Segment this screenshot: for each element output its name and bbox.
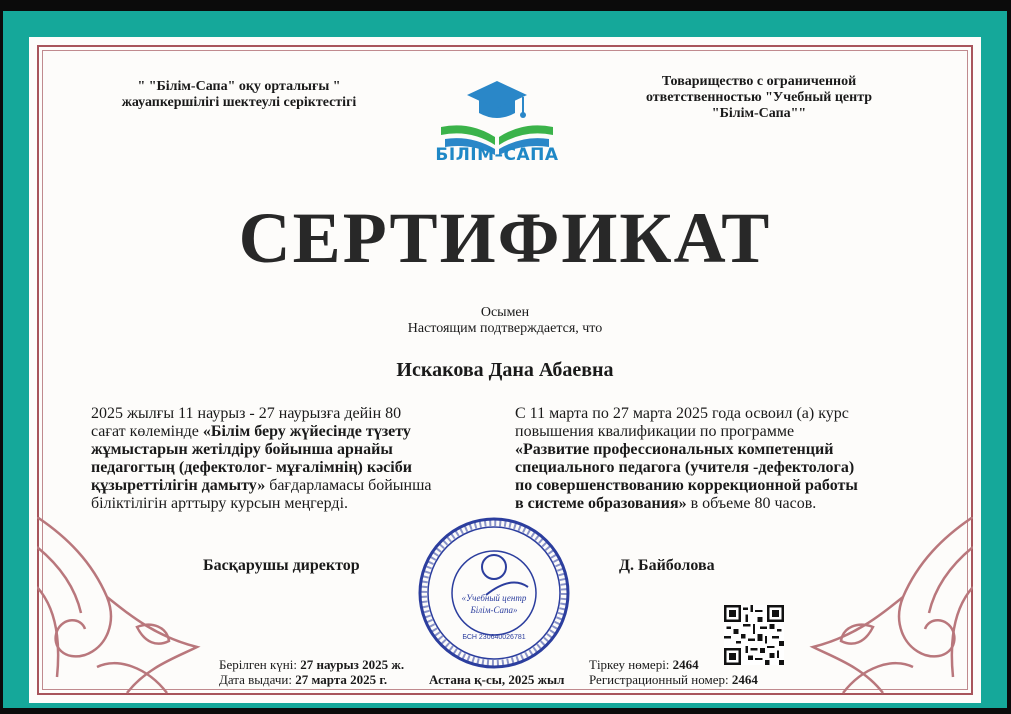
ru-paragraph (515, 405, 945, 513)
certificate-paper (29, 37, 981, 703)
ru-line: «Развитие профессиональных компетенций (515, 441, 834, 458)
corner-ornament-icon (37, 517, 217, 697)
reg-number-ru: Регистрационный номер: 2464 (589, 672, 758, 687)
header-right-line2: ответственностью "Учебный центр (645, 90, 873, 105)
kz-line: біліктілігін арттыру курсын меңгерді. (91, 495, 349, 512)
header-left-line1: " "Білім-Сапа" оқу орталығы " (137, 79, 341, 94)
issue-city: Астана қ-сы, 2025 жыл (429, 672, 565, 687)
header-right (609, 74, 909, 122)
svg-text:«Учебный центр: «Учебный центр (461, 593, 527, 603)
kz-line: құзыреттілігін дамыту» бағдарламасы бойынша (91, 477, 432, 494)
header-right-line3: "Білім-Сапа"" (711, 106, 807, 121)
header-left-line2: жауапкершілігі шектеулі серіктестігі (121, 95, 357, 110)
confirm-kz: Осымен (480, 305, 530, 320)
corner-ornament-icon (793, 517, 973, 697)
brand-name: БІЛІМ–САПА (435, 145, 559, 165)
ru-line: С 11 марта по 27 марта 2025 года освоил (а) курс (515, 405, 849, 422)
kz-line: жұмыстарын жетілдіру бойынша арнайы (91, 441, 393, 458)
issued-date-ru: Дата выдачи: 27 марта 2025 г. (219, 672, 388, 687)
confirm-ru: Настоящим подтверждается, что (407, 321, 603, 336)
kz-paragraph (91, 405, 511, 513)
svg-text:БСН 230640026781: БСН 230640026781 (462, 634, 526, 641)
header-right-line1: Товарищество с ограниченной (661, 74, 857, 89)
director-role: Басқарушы директор (203, 557, 360, 574)
seal-stamp-icon (416, 515, 572, 671)
qr-code-icon (724, 605, 784, 665)
header-left (89, 79, 389, 111)
kz-line: педагогтың (дефектолог- мұғалімнің) кәсіби (91, 459, 412, 476)
recipient-name: Искакова Дана Абаевна (396, 359, 614, 381)
director-name: Д. Байболова (619, 557, 715, 574)
ru-line: в системе образования» в объеме 80 часов. (515, 495, 817, 512)
reg-number-kz: Тіркеу нөмері: 2464 (589, 657, 699, 672)
ru-line: по совершенствованию коррекционной работы (515, 477, 858, 494)
kz-line: сағат көлемінде «Білім беру жүйесінде түзету (91, 423, 411, 440)
svg-text:Білім-Сапа»: Білім-Сапа» (470, 605, 518, 615)
kz-line: 2025 жылғы 11 наурыз - 27 наурызға дейін 80 (91, 405, 402, 422)
ru-line: повышения квалификации по программе (515, 423, 795, 440)
certificate-title: СЕРТИФИКАТ (238, 198, 772, 278)
issued-date-kz: Берілген күні: 27 наурыз 2025 ж. (219, 657, 405, 672)
ru-line: специального педагога (учителя -дефектолога) (515, 459, 855, 476)
